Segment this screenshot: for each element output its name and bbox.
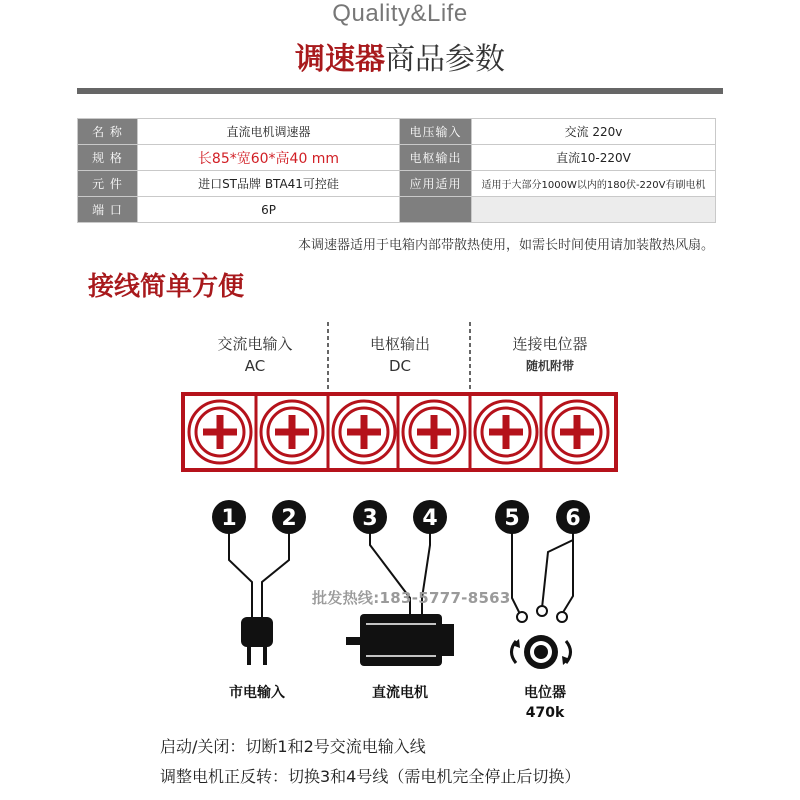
title-accent: 调速器 [295,42,385,77]
plug-icon [241,617,273,665]
terminal-number-badge [272,500,306,534]
param-value: 长85*宽60*高40 mm [138,145,400,171]
device-label-motor [345,683,455,703]
terminal-number-badge [353,500,387,534]
device-value: 470k [525,705,565,721]
param-label: 名 称 [78,119,138,145]
param-label: 应用适用 [400,171,472,197]
param-label: 电枢输出 [400,145,472,171]
param-value: 6P [138,197,400,223]
group-label-line2: 随机附带 [525,359,574,373]
terminal-number: 1 [221,506,237,531]
param-label: 电压输入 [400,119,472,145]
group-label-line2: DC [388,357,412,375]
motor-icon [346,614,454,666]
param-value: 进口ST品牌 BTA41可控硅 [138,171,400,197]
wire-6b [562,540,573,614]
group-label-line1: 电枢输出 [369,335,430,353]
potentiometer-icon [512,606,571,669]
device-label-mains [202,683,312,703]
param-value: 直流10-220V [472,145,716,171]
param-label: 规 格 [78,145,138,171]
terminal-number-badge [495,500,529,534]
terminal-number-badge [556,500,590,534]
terminal-badges [212,500,590,534]
param-label: 元 件 [78,171,138,197]
terminal-number: 3 [362,506,378,531]
group-label-line2: AC [244,357,266,375]
terminal-number: 6 [565,506,581,531]
terminal-number-badge [413,500,447,534]
terminal-screw [189,401,251,463]
param-label: 端 口 [78,197,138,223]
param-value: 适用于大部分1000W以内的180伏-220V有刷电机 [472,171,716,197]
group-label-line1: 连接电位器 [512,335,588,353]
terminal-number-badge [212,500,246,534]
wire-6a [542,533,573,608]
device-name: 电位器 [524,685,566,701]
header-tagline: Quality&Life [332,0,468,27]
instruction-line-2: 调整电机正反转：切换3和4号线（需电机完全停止后切换） [160,767,581,786]
hotline-watermark: 批发热线:183-5777-8563 [312,589,511,607]
param-value: 交流 220v [472,119,716,145]
device-name: 直流电机 [372,685,428,701]
terminal-number: 2 [281,506,297,531]
device-name: 市电输入 [229,685,285,701]
device-label-potentiometer [490,683,600,723]
usage-note: 本调速器适用于电箱内部带散热使用，如需长时间使用请加装散热风扇。 [297,238,714,253]
wire-5 [512,533,520,614]
title-rest: 商品参数 [385,42,505,77]
instruction-line-1: 启动/关闭：切断1和2号交流电输入线 [160,737,426,756]
wire-1 [229,533,252,620]
wire-2 [262,533,289,620]
param-value: 直流电机调速器 [138,119,400,145]
terminal-number: 5 [504,506,520,531]
terminal-number: 4 [422,506,438,531]
group-label-line1: 交流电输入 [217,335,293,353]
wiring-title: 接线简单方便 [88,272,245,302]
